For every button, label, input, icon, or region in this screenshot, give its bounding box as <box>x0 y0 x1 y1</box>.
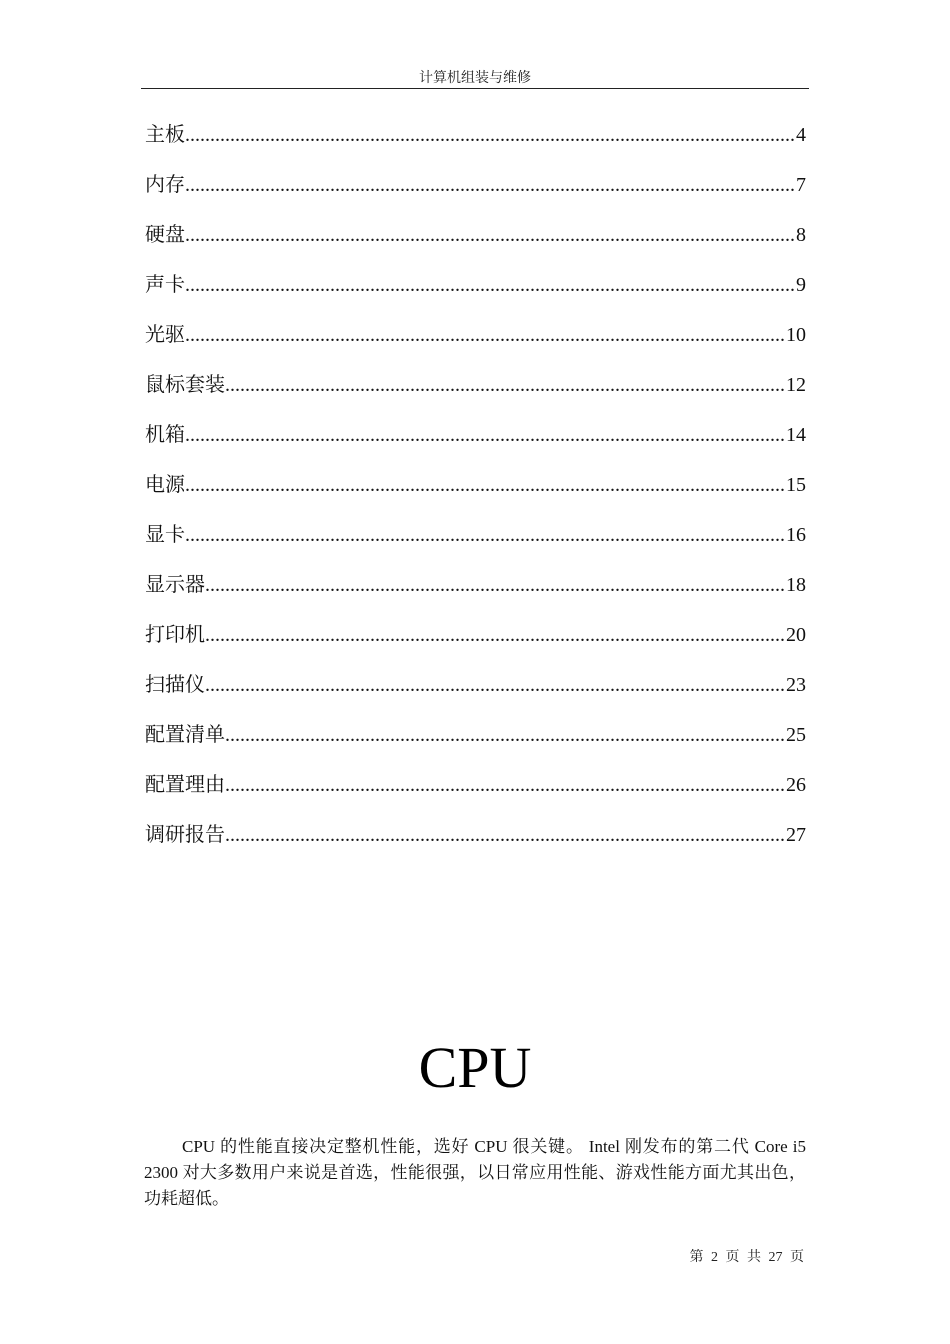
toc-entry-page: 20 <box>786 624 806 646</box>
toc-dot-leader <box>185 320 786 350</box>
running-header: 计算机组装与维修 <box>419 71 531 86</box>
toc-entry[interactable] <box>145 120 806 170</box>
toc-entry-title: 显示器 <box>145 574 205 596</box>
body-paragraph: CPU 的性能直接决定整机性能，选好 CPU 很关键。 Intel 刚发布的第二代 Core i5 2300 对大多数用户来说是首选，性能很强，以日常应用性能、游戏性能方面尤其出色，功耗超低。 <box>144 1137 806 1208</box>
toc-entry-title: 调研报告 <box>145 824 225 846</box>
toc-entry-title: 主板 <box>145 124 185 146</box>
toc-entry[interactable] <box>145 570 806 620</box>
toc-dot-leader <box>185 470 786 500</box>
toc-entry-page: 4 <box>796 124 806 146</box>
toc-dot-leader <box>185 120 796 150</box>
toc-dot-leader <box>225 820 786 850</box>
toc-entry-title: 扫描仪 <box>145 674 205 696</box>
toc-entry-page: 8 <box>796 224 806 246</box>
toc-entry[interactable] <box>145 170 806 220</box>
toc-entry[interactable] <box>145 320 806 370</box>
toc-entry[interactable] <box>145 220 806 270</box>
toc-entry-title: 打印机 <box>145 624 205 646</box>
toc-dot-leader <box>185 220 796 250</box>
toc-dot-leader <box>185 170 796 200</box>
toc-dot-leader <box>185 520 786 550</box>
toc-entry-title: 硬盘 <box>145 224 185 246</box>
header-rule <box>141 88 809 89</box>
toc-entry[interactable] <box>145 520 806 570</box>
toc-entry-page: 15 <box>786 474 806 496</box>
page-number-footer: 第 2 页 共 27 页 <box>689 1250 804 1265</box>
toc-entry-page: 14 <box>786 424 806 446</box>
toc-entry-page: 16 <box>786 524 806 546</box>
toc-entry-page: 7 <box>796 174 806 196</box>
toc-dot-leader <box>205 670 786 700</box>
toc-dot-leader <box>205 620 786 650</box>
toc-dot-leader <box>205 570 786 600</box>
toc-dot-leader <box>225 720 786 750</box>
toc-entry-page: 12 <box>786 374 806 396</box>
toc-entry-page: 25 <box>786 724 806 746</box>
toc-entry-page: 9 <box>796 274 806 296</box>
toc-dot-leader <box>185 270 796 300</box>
toc-entry-title: 光驱 <box>145 324 185 346</box>
toc-entry[interactable] <box>145 720 806 770</box>
toc-dot-leader <box>225 370 786 400</box>
toc-entry-page: 27 <box>786 824 806 846</box>
toc-entry-page: 18 <box>786 574 806 596</box>
toc-entry[interactable] <box>145 770 806 820</box>
toc-entry-page: 26 <box>786 774 806 796</box>
toc-dot-leader <box>225 770 786 800</box>
toc-entry[interactable] <box>145 620 806 670</box>
table-of-contents <box>145 120 806 870</box>
toc-entry-page: 23 <box>786 674 806 696</box>
toc-entry-title: 鼠标套装 <box>145 374 225 396</box>
toc-entry-title: 机箱 <box>145 424 185 446</box>
toc-entry-title: 显卡 <box>145 524 185 546</box>
toc-entry-title: 电源 <box>145 474 185 496</box>
toc-dot-leader <box>185 420 786 450</box>
toc-entry-title: 声卡 <box>145 274 185 296</box>
toc-entry-page: 10 <box>786 324 806 346</box>
toc-entry-title: 配置清单 <box>145 724 225 746</box>
toc-entry-title: 配置理由 <box>145 774 225 796</box>
toc-entry[interactable] <box>145 670 806 720</box>
toc-entry[interactable] <box>145 470 806 520</box>
toc-entry[interactable] <box>145 820 806 870</box>
toc-entry[interactable] <box>145 270 806 320</box>
toc-entry[interactable] <box>145 370 806 420</box>
section-heading: CPU <box>418 1035 532 1100</box>
toc-entry[interactable] <box>145 420 806 470</box>
toc-entry-title: 内存 <box>145 174 185 196</box>
